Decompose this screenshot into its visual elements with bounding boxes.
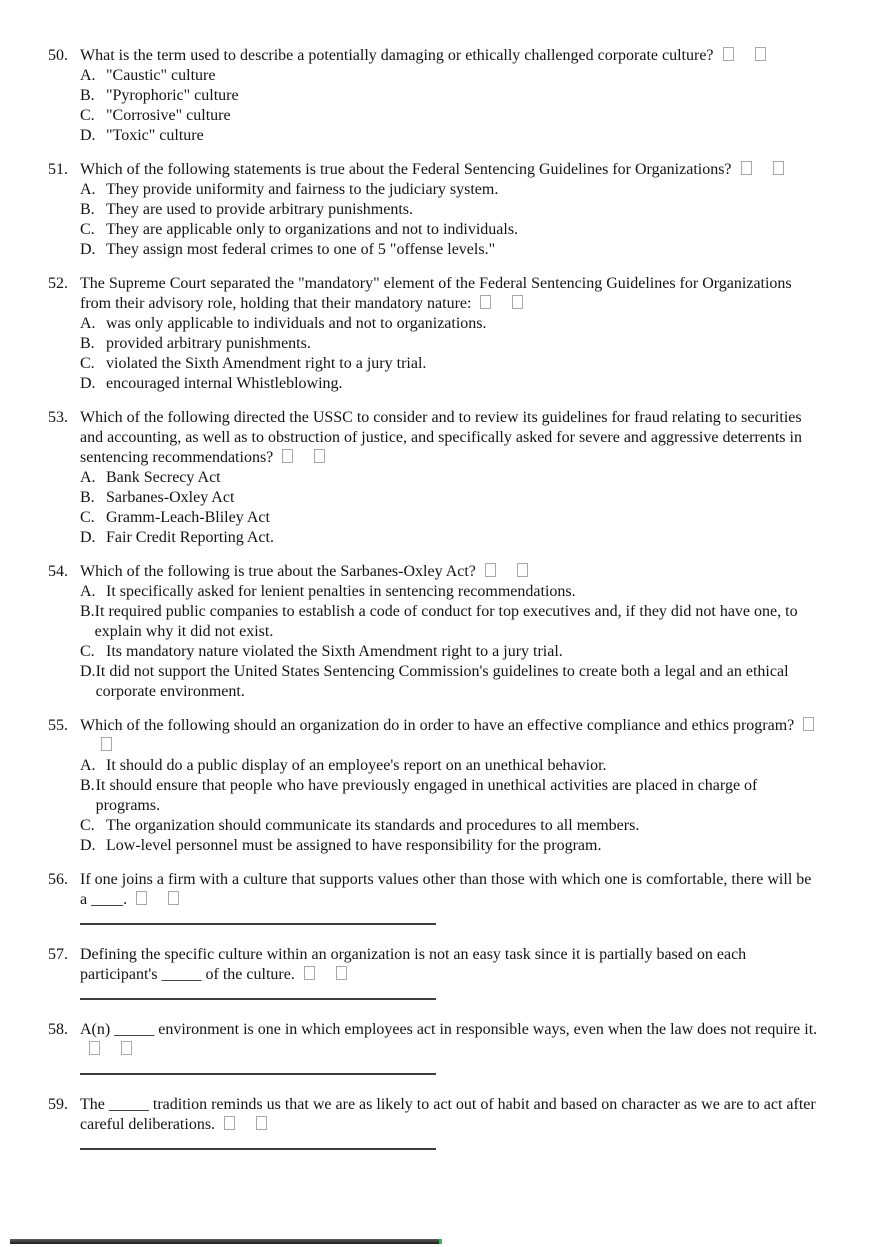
- option-row: [80, 756, 822, 776]
- question-body: [80, 1020, 822, 1075]
- question-number: 56.: [48, 871, 68, 888]
- missing-glyph-icon: [136, 891, 147, 905]
- option-list: [80, 66, 822, 146]
- option-label: C.: [80, 509, 95, 526]
- option-label: A.: [80, 469, 96, 486]
- question-item: [48, 408, 880, 548]
- option-text: Low-level personnel must be assigned to have responsibility for the program.: [106, 837, 602, 854]
- option-row: [80, 816, 822, 836]
- question-text-line: [80, 1095, 822, 1135]
- question-text: If one joins a firm with a culture that supports values other than those with which one is comfortable, there will be a ____.: [80, 871, 812, 908]
- question-number: 52.: [48, 275, 68, 292]
- option-text: It specifically asked for lenient penalties in sentencing recommendations.: [106, 583, 576, 600]
- question-body: [80, 562, 822, 702]
- question-text: The _____ tradition reminds us that we are as likely to act out of habit and based on character as we are to act after careful deliberations.: [80, 1096, 816, 1133]
- option-row: [80, 314, 822, 334]
- question-number: 51.: [48, 161, 68, 178]
- bottom-bar-track: [10, 1239, 439, 1244]
- missing-glyph-icon: [304, 966, 315, 980]
- option-row: [80, 180, 822, 200]
- option-text: They are applicable only to organizations and not to individuals.: [106, 221, 519, 238]
- question-body: [80, 274, 822, 394]
- option-text: "Toxic" culture: [106, 127, 204, 144]
- option-label: C.: [80, 221, 95, 238]
- question-number: 54.: [48, 563, 68, 580]
- option-label: C.: [80, 643, 95, 660]
- option-row: [80, 126, 822, 146]
- option-list: [80, 756, 822, 856]
- question-text: The Supreme Court separated the "mandatory" element of the Federal Sentencing Guidelines for Organizations from their advisory role, holding that their mandatory nature:: [80, 275, 792, 312]
- question-body: [80, 46, 822, 146]
- option-label: D.: [80, 663, 96, 680]
- question-text-line: [80, 408, 822, 468]
- option-label: D.: [80, 529, 96, 546]
- question-text-line: [80, 716, 822, 756]
- option-row: [80, 86, 822, 106]
- answer-blank-line: [80, 1148, 436, 1150]
- answer-blank-line: [80, 998, 436, 1000]
- option-text: provided arbitrary punishments.: [106, 335, 311, 352]
- option-text: Sarbanes-Oxley Act: [106, 489, 235, 506]
- question-text-line: [80, 1020, 822, 1060]
- option-list: [80, 314, 822, 394]
- option-text: "Caustic" culture: [106, 67, 216, 84]
- missing-glyph-icon: [480, 295, 491, 309]
- option-row: [80, 468, 822, 488]
- option-text: "Pyrophoric" culture: [106, 87, 239, 104]
- question-body: [80, 945, 822, 1000]
- option-label: A.: [80, 583, 96, 600]
- option-row: [80, 602, 822, 642]
- question-number: 55.: [48, 717, 68, 734]
- question-number: 53.: [48, 409, 68, 426]
- question-item: [48, 274, 880, 394]
- question-item: [48, 1020, 880, 1075]
- bottom-bar-tip: [439, 1239, 442, 1244]
- question-text: Which of the following directed the USSC to consider and to review its guidelines for fraud relating to securities and accounting, as well as to obstruction of justice, and specifically asked for severe and aggressive deterrents in sentencing recommendations?: [80, 409, 802, 466]
- missing-glyph-icon: [282, 449, 293, 463]
- missing-glyph-icon: [512, 295, 523, 309]
- option-text: They are used to provide arbitrary punishments.: [106, 201, 414, 218]
- question-text-line: [80, 160, 822, 180]
- option-text: It did not support the United States Sentencing Commission's guidelines to create both a legal and an ethical corporate environment.: [95, 663, 789, 700]
- option-label: A.: [80, 757, 96, 774]
- option-row: [80, 220, 822, 240]
- missing-glyph-icon: [89, 1041, 100, 1055]
- option-row: [80, 374, 822, 394]
- missing-glyph-icon: [773, 161, 784, 175]
- option-row: [80, 642, 822, 662]
- option-label: A.: [80, 67, 96, 84]
- option-list: [80, 582, 822, 702]
- question-number: 57.: [48, 946, 68, 963]
- missing-glyph-icon: [803, 717, 814, 731]
- answer-blank-line: [80, 923, 436, 925]
- option-text: Bank Secrecy Act: [106, 469, 221, 486]
- question-text: Which of the following statements is true about the Federal Sentencing Guidelines for Organizations?: [80, 161, 732, 178]
- question-text: Defining the specific culture within an organization is not an easy task since it is partially based on each participant's _____ of the culture.: [80, 946, 747, 983]
- option-label: B.: [80, 603, 95, 620]
- option-row: [80, 240, 822, 260]
- option-label: D.: [80, 837, 96, 854]
- option-row: [80, 66, 822, 86]
- question-item: [48, 160, 880, 260]
- missing-glyph-icon: [723, 47, 734, 61]
- option-label: B.: [80, 489, 95, 506]
- missing-glyph-icon: [336, 966, 347, 980]
- option-label: B.: [80, 777, 95, 794]
- option-label: C.: [80, 107, 95, 124]
- question-body: [80, 408, 822, 548]
- question-body: [80, 1095, 822, 1150]
- missing-glyph-icon: [485, 563, 496, 577]
- option-label: B.: [80, 335, 95, 352]
- option-label: A.: [80, 315, 96, 332]
- question-text-line: [80, 46, 822, 66]
- option-label: B.: [80, 201, 95, 218]
- option-row: [80, 582, 822, 602]
- question-body: [80, 870, 822, 925]
- missing-glyph-icon: [168, 891, 179, 905]
- option-label: D.: [80, 375, 96, 392]
- missing-glyph-icon: [755, 47, 766, 61]
- question-item: [48, 945, 880, 1000]
- option-text: It should do a public display of an employee's report on an unethical behavior.: [106, 757, 607, 774]
- option-label: C.: [80, 817, 95, 834]
- option-row: [80, 354, 822, 374]
- option-row: [80, 200, 822, 220]
- option-row: [80, 528, 822, 548]
- bottom-bar: [10, 1239, 442, 1244]
- option-text: violated the Sixth Amendment right to a jury trial.: [106, 355, 427, 372]
- option-row: [80, 334, 822, 354]
- option-label: D.: [80, 241, 96, 258]
- option-row: [80, 836, 822, 856]
- answer-blank-line: [80, 1073, 436, 1075]
- option-row: [80, 662, 822, 702]
- option-row: [80, 776, 822, 816]
- missing-glyph-icon: [121, 1041, 132, 1055]
- missing-glyph-icon: [517, 563, 528, 577]
- question-text: Which of the following should an organization do in order to have an effective compliance and ethics program?: [80, 717, 795, 734]
- option-text: Gramm-Leach-Bliley Act: [106, 509, 270, 526]
- missing-glyph-icon: [256, 1116, 267, 1130]
- option-text: The organization should communicate its standards and procedures to all members.: [106, 817, 640, 834]
- option-list: [80, 180, 822, 260]
- missing-glyph-icon: [101, 737, 112, 751]
- question-item: [48, 1095, 880, 1150]
- question-text-line: [80, 945, 822, 985]
- missing-glyph-icon: [741, 161, 752, 175]
- option-label: C.: [80, 355, 95, 372]
- question-item: [48, 46, 880, 146]
- question-item: [48, 562, 880, 702]
- question-item: [48, 870, 880, 925]
- option-text: It should ensure that people who have previously engaged in unethical activities are placed in charge of programs.: [95, 777, 758, 814]
- question-text-line: [80, 274, 822, 314]
- question-body: [80, 716, 822, 856]
- option-row: [80, 488, 822, 508]
- question-text: A(n) _____ environment is one in which employees act in responsible ways, even when the law does not require it.: [80, 1021, 818, 1038]
- option-label: D.: [80, 127, 96, 144]
- question-number: 58.: [48, 1021, 68, 1038]
- question-text: Which of the following is true about the Sarbanes-Oxley Act?: [80, 563, 476, 580]
- option-text: was only applicable to individuals and not to organizations.: [106, 315, 487, 332]
- option-list: [80, 468, 822, 548]
- option-text: They provide uniformity and fairness to the judiciary system.: [106, 181, 499, 198]
- question-text-line: [80, 870, 822, 910]
- option-text: Its mandatory nature violated the Sixth Amendment right to a jury trial.: [106, 643, 563, 660]
- question-list: [48, 46, 880, 1150]
- missing-glyph-icon: [224, 1116, 235, 1130]
- option-label: B.: [80, 87, 95, 104]
- option-text: They assign most federal crimes to one of 5 "offense levels.": [106, 241, 496, 258]
- question-number: 50.: [48, 47, 68, 64]
- option-text: It required public companies to establish a code of conduct for top executives and, if they did not have one, to explain why it did not exist.: [94, 603, 798, 640]
- question-number: 59.: [48, 1096, 68, 1113]
- option-text: encouraged internal Whistleblowing.: [106, 375, 343, 392]
- question-text-line: [80, 562, 822, 582]
- option-text: "Corrosive" culture: [106, 107, 231, 124]
- missing-glyph-icon: [314, 449, 325, 463]
- question-text: What is the term used to describe a potentially damaging or ethically challenged corporate culture?: [80, 47, 714, 64]
- option-text: Fair Credit Reporting Act.: [106, 529, 274, 546]
- option-row: [80, 106, 822, 126]
- question-item: [48, 716, 880, 856]
- option-row: [80, 508, 822, 528]
- option-label: A.: [80, 181, 96, 198]
- question-body: [80, 160, 822, 260]
